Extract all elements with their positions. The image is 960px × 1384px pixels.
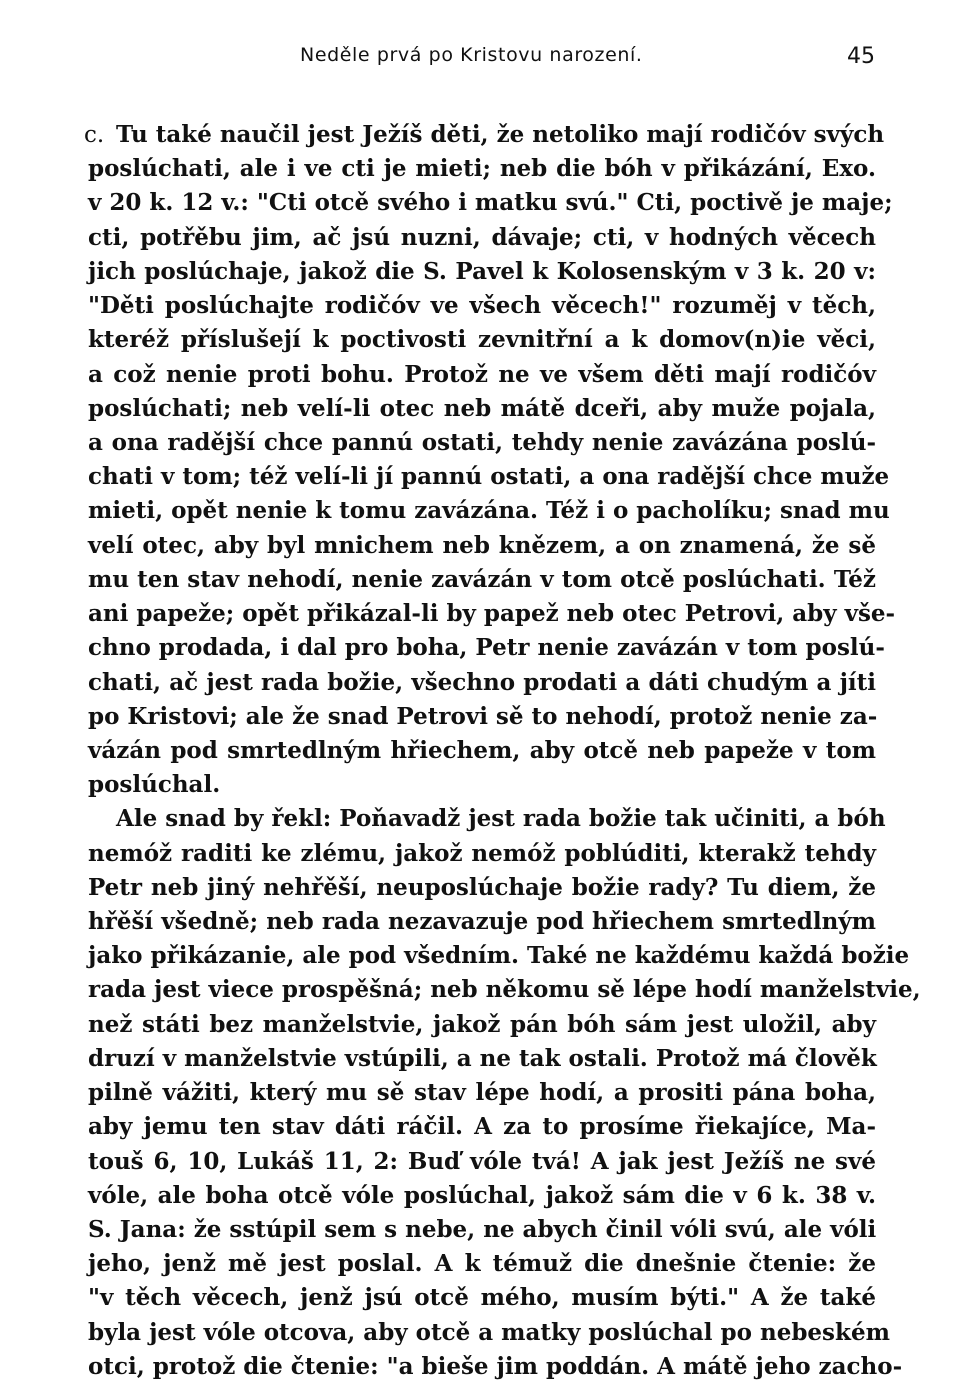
text-line: chati, ač jest rada božie, všechno prodati a dáti chudým a jíti xyxy=(88,668,876,696)
text-line: a ona radější chce pannú ostati, tehdy nenie zavázána poslú- xyxy=(88,428,876,456)
text-line: jeho, jenž mě jest poslal. A k témuž die dnešnie čtenie: že xyxy=(88,1250,876,1278)
text-line: aby jemu ten stav dáti ráčil. A za to prosíme řiekajíce, Ma- xyxy=(88,1113,876,1141)
text-line: touš 6, 10, Lukáš 11, 2: Buď vóle tvá! A jak jest Ježíš ne své xyxy=(88,1147,876,1175)
text-line: S. Jana: že sstúpil sem s nebe, ne abych činil vóli svú, ale vóli xyxy=(88,1216,877,1243)
text-line: než státi bez manželstvie, jakož pán bóh sám jest uložil, aby xyxy=(88,1010,876,1038)
text-line: ani papeže; opět přikázal-li by papež neb otec Petrovi, aby vše- xyxy=(88,600,896,628)
text-line: otci, protož die čtenie: "a bieše jim poddán. A mátě jeho zacho- xyxy=(88,1352,903,1380)
text-line: Petr neb jiný nehřěší, neuposlúchaje božie rady? Tu diem, že xyxy=(88,873,876,901)
text-line: druzí v manželstvie vstúpili, a ne tak ostali. Protož má člověk xyxy=(88,1044,877,1072)
text-line: kteréž příslušejí k poctivosti zevnitřní a k domov(n)ie věci, xyxy=(88,326,876,354)
text-line: chno prodada, i dal pro boha, Petr nenie zavázán v tom poslú- xyxy=(88,634,885,662)
running-header: Neděle prvá po Kristovu narození. xyxy=(300,44,643,66)
text-line: cti, potřěbu jim, ač jsú nuzni, dávaje; cti, v hodných věcech xyxy=(88,223,876,251)
text-line: vázán pod smrtedlným hřiechem, aby otcě neb papeže v tom xyxy=(88,736,876,764)
text-line: jich poslúchaje, jakož die S. Pavel k Kolosenským v 3 k. 20 v: xyxy=(88,257,876,285)
text-line: mu ten stav nehodí, nenie zavázán v tom otcě poslúchati. Též xyxy=(88,565,876,593)
text-line: po Kristovi; ale že snad Petrovi sě to nehodí, protož nenie za- xyxy=(88,702,878,730)
text-line: "v těch věcech, jenž jsú otcě mého, musím býti." A že také xyxy=(88,1284,876,1312)
text-line: a což nenie proti bohu. Protož ne ve všem děti mají rodičóv xyxy=(88,360,876,388)
text-line: pilně vážiti, který mu sě stav lépe hodí, a prositi pána boha, xyxy=(88,1079,876,1107)
page-number: 45 xyxy=(847,44,875,69)
section-marker: c. xyxy=(84,122,105,148)
text-line: poslúchati, ale i ve cti je mieti; neb die bóh v přikázání, Exo. xyxy=(88,155,876,183)
body-text xyxy=(84,118,921,1384)
text-line: poslúchal. xyxy=(88,771,221,799)
text-line: jako přikázanie, ale pod všedním. Také ne každému každá božie xyxy=(88,942,910,970)
text-line xyxy=(88,802,886,836)
text-line: vóle, ale boha otcě vóle poslúchal, jakož sám die v 6 k. 38 v. xyxy=(88,1181,876,1209)
text-line: chati v tom; též velí-li jí pannú ostati, a ona radější chce muže xyxy=(88,463,890,491)
text-line-content: Ale snad by řekl: Poňavadž jest rada božie tak učiniti, a bóh xyxy=(116,805,886,833)
text-line xyxy=(84,118,885,152)
text-line: mieti, opět nenie k tomu zavázána. Též i o pacholíku; snad mu xyxy=(88,497,890,525)
text-line: "Děti poslúchajte rodičóv ve všech věcech!" rozuměj v těch, xyxy=(88,292,876,320)
text-line: byla jest vóle otcova, aby otcě a matky poslúchal po nebeském xyxy=(88,1318,890,1346)
text-line: nemóž raditi ke zlému, jakož nemóž poblúditi, kterakž tehdy xyxy=(88,839,876,867)
text-line: hřěší všedně; neb rada nezavazuje pod hřiechem smrtedlným xyxy=(88,908,876,936)
text-line: rada jest viece prospěšná; neb někomu sě lépe hodí manželstvie, xyxy=(88,976,921,1004)
text-line: poslúchati; neb velí-li otec neb mátě dceři, aby muže pojala, xyxy=(88,394,876,422)
text-line-content: Tu také naučil jest Ježíš děti, že netoliko mají rodičóv svých xyxy=(116,121,885,148)
text-line: v 20 k. 12 v.: "Cti otcě svého i matku svú." Cti, poctivě je maje; xyxy=(88,189,893,217)
text-line: velí otec, aby byl mnichem neb knězem, a on znamená, že sě xyxy=(88,531,876,559)
